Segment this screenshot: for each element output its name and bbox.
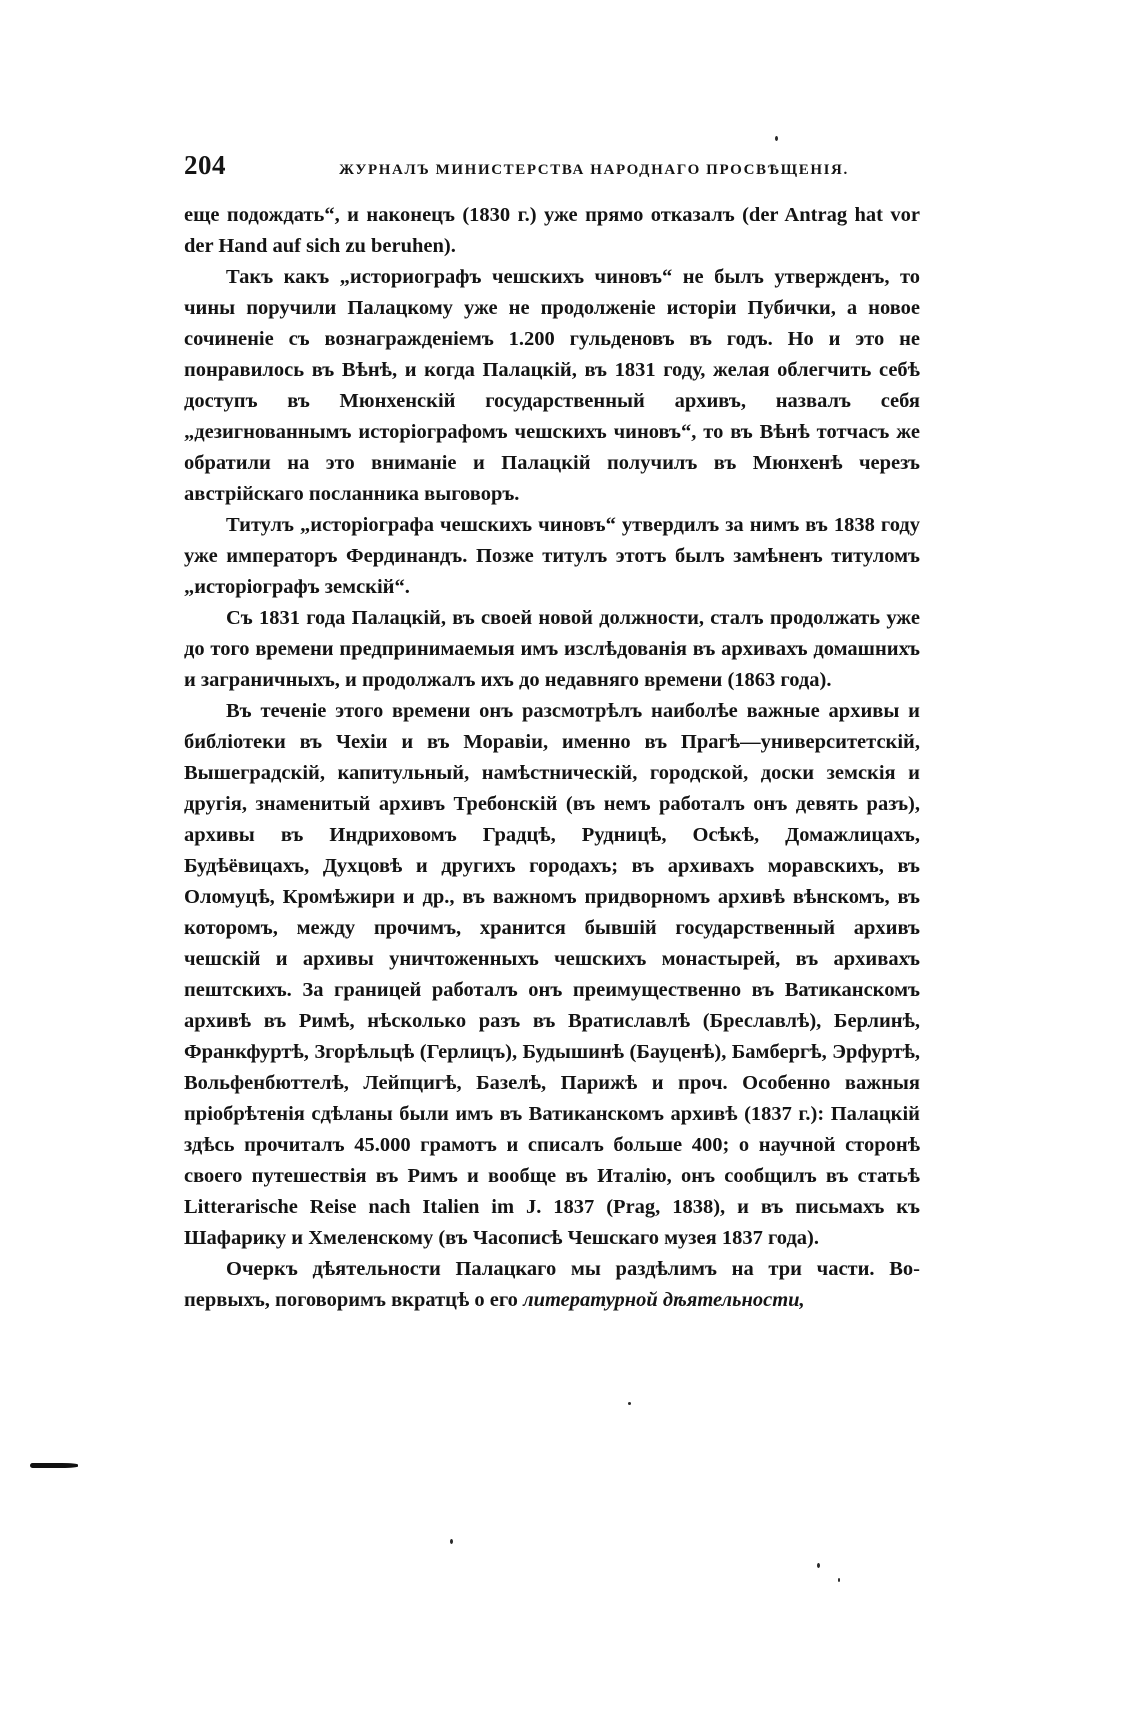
page-body: [184, 200, 920, 1316]
paragraph-title-confirmed: Титулъ „исторіографа чешскихъ чиновъ“ утвердилъ за нимъ въ 1838 году уже императоръ Фердинандъ. Позже титулъ этотъ былъ замѣненъ титуломъ „исторіографъ земскій“.: [184, 514, 920, 598]
print-speck: [450, 1539, 453, 1544]
paragraph-historiographer-title: Такъ какъ „историографъ чешскихъ чиновъ“ не былъ утвержденъ, то чины поручили Палацкому уже не продолженіе исторіи Пубички, а новое сочиненіе съ вознагражденіемъ 1.200 гульденовъ въ годъ. Но и это не понравилось въ Вѣнѣ, и когда Палацкій, въ 1831 году, желая облегчить себѣ доступъ въ Мюнхенскій государственный архивъ, назвалъ себя „дезигнованнымъ исторіографомъ чешскихъ чиновъ“, то въ Вѣнѣ тотчасъ же обратили на это вниманіе и Палацкій получилъ въ Мюнхенѣ черезъ австрійскаго посланника выговоръ.: [184, 266, 920, 505]
scan-edge-mark: [30, 1463, 78, 1468]
paragraph-continuation: еще подождать“, и наконецъ (1830 г.) уже прямо отказалъ (der Antrag hat vor der Hand auf sich zu beruhen).: [184, 204, 920, 257]
outline-italic-phrase: литературной дѣятельности,: [523, 1289, 805, 1311]
outline-text: Очеркъ дѣятельности Палацкаго мы раздѣлимъ на три части. Во-первыхъ, поговоримъ вкратцѣ о его: [184, 1258, 920, 1311]
paragraph-archival-research: Съ 1831 года Палацкій, въ своей новой должности, сталъ продолжать уже до того времени предпринимаемыя имъ изслѣдованія въ архивахъ домашнихъ и заграничныхъ, и продолжалъ ихъ до недавняго времени (1863 года).: [184, 607, 920, 691]
print-speck: [838, 1578, 840, 1582]
paragraph-activity-outline: [184, 1254, 920, 1316]
paragraph-archives-visited: Въ теченіе этого времени онъ разсмотрѣлъ наиболѣе важные архивы и библіотеки въ Чехіи и въ Моравіи, именно въ Прагѣ—университетскій, Вышеградскій, капитульный, намѣстническій, городской, доски земскія и другія, знаменитый архивъ Требонскій (въ немъ работалъ онъ девять разъ), архивы въ Индриховомъ Градцѣ, Рудницѣ, Осѣкѣ, Домажлицахъ, Будѣёвицахъ, Духцовѣ и другихъ городахъ; въ архивахъ моравскихъ, въ Оломуцѣ, Кромѣжири и др., въ важномъ придворномъ архивѣ вѣнскомъ, въ которомъ, между прочимъ, хранится бывшій государственный архивъ чешскій и архивы уничтоженныхъ чешскихъ монастырей, въ архивахъ пештскихъ. За границей работалъ онъ преимущественно въ Ватиканскомъ архивѣ въ Римѣ, нѣсколько разъ въ Вратиславлѣ (Бреславлѣ), Берлинѣ, Франкфуртѣ, Згорѣльцѣ (Герлицъ), Будышинѣ (Бауценѣ), Бамбергѣ, Эрфуртѣ, Вольфенбюттелѣ, Лейпцигѣ, Базелѣ, Парижѣ и проч. Особенно важныя пріобрѣтенія сдѣланы были имъ въ Ватиканскомъ архивѣ (1837 г.): Палацкій здѣсь прочиталъ 45.000 грамотъ и списалъ больше 400; о научной сторонѣ своего путешествія въ Римъ и вообще въ Италію, онъ сообщилъ въ статьѣ Litterarische Reise nach Italien im J. 1837 (Prag, 1838), и въ письмахъ къ Шафарику и Хмеленскому (въ Часописѣ Чешскаго музея 1837 года).: [184, 700, 920, 1249]
print-speck: [628, 1402, 631, 1405]
print-speck: [775, 136, 778, 141]
page-header: [184, 150, 920, 190]
page-number: 204: [184, 150, 226, 180]
print-speck: [817, 1563, 820, 1568]
running-title: ЖУРНАЛЪ МИНИСТЕРСТВА НАРОДНАГО ПРОСВѢЩЕНІЯ.: [339, 162, 849, 178]
